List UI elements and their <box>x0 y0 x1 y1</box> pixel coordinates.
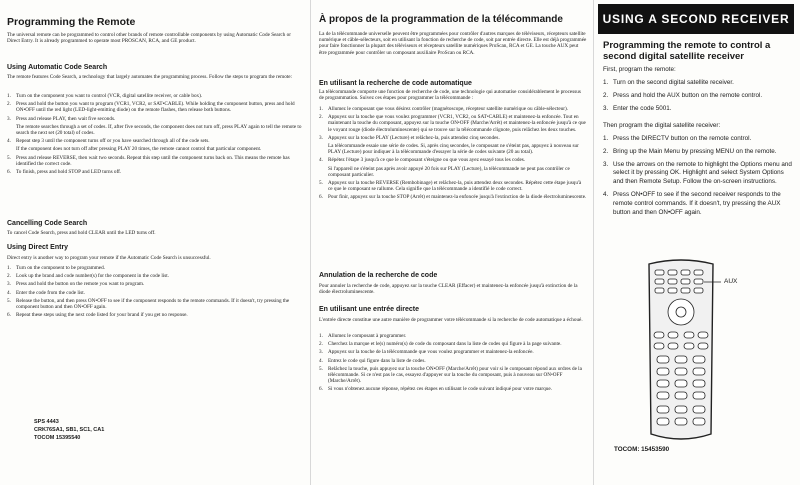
step-text: Enter the code 5001. <box>613 104 672 112</box>
step-item <box>7 138 303 152</box>
step-number: 1. <box>319 106 323 112</box>
step-number: 3. <box>319 349 323 356</box>
fr-auto-search-intro: La télécommande comporte une fonction de recherche de code, une technologie qui automatise considérablement le processus de programmation. Suivez ces étapes pour programmer la télécommande : <box>319 89 581 102</box>
step-item <box>319 157 587 178</box>
step-text: Turn on the second digital satellite receiver. <box>613 79 734 86</box>
step-number: 5. <box>7 297 11 304</box>
direct-entry-steps <box>7 265 303 320</box>
step-text: Si vous n'obtenez aucune réponse, répétez ces étapes en utilisant le code suivant indiqué pour votre marque. <box>328 386 552 393</box>
fr-auto-search-steps <box>319 106 587 203</box>
fr-cancel-text: Pour annuler la recherche de code, appuyez sur la touche CLEAR (Effacer) et maintenez-la enfoncée jusqu'à extinction de la diode électroluminescente. <box>319 283 578 296</box>
step-text: Press the DIRECTV button on the remote control. <box>613 135 752 142</box>
receiver-program-steps <box>603 135 795 221</box>
step-item <box>319 386 587 392</box>
step-item <box>319 135 587 156</box>
step-item <box>603 92 795 101</box>
english-title: Programming the Remote <box>7 16 136 28</box>
step-number: 2. <box>7 101 11 108</box>
step-number: 1. <box>603 135 609 142</box>
step-text: Press and release REVERSE, then wait two seconds. Repeat this step until the component turns back on. This means the remote has identified the correct code. <box>16 154 290 167</box>
step-item <box>7 281 303 287</box>
step-text: Press and hold the button you want to program (VCR1, VCR2, or SAT•CABLE). While holding the component button, press and hold ON•OFF until the red light (LED-light-emitting diode) on the remote flashes, then release both buttons. <box>16 101 295 114</box>
footer-line: CRK76SA1, SB1, SC1, CA1 <box>34 427 105 433</box>
auto-search-heading: Using Automatic Code Search <box>7 64 108 71</box>
step-text: Appuyez sur la touche de la télécommande que vous voulez programmer et maintenez-la enfoncée. <box>328 349 534 356</box>
step-number: 4. <box>319 357 323 364</box>
step-item <box>7 273 303 279</box>
step-number: 6. <box>319 194 323 201</box>
step-number: 1. <box>603 79 609 86</box>
fr-direct-entry-heading: En utilisant une entrée directe <box>319 306 419 313</box>
step-item <box>319 106 587 112</box>
step-item <box>603 79 795 88</box>
step-item <box>603 148 795 157</box>
step-number: 6. <box>7 169 11 176</box>
step-number: 6. <box>7 312 11 319</box>
step-text: Allumez le composant à programmer. <box>328 333 407 339</box>
second-receiver-title: Programming the remote to control a second digital satellite receiver <box>603 40 771 62</box>
auto-search-intro: The remote features Code Search, a technology that largely automates the programming process. Follow the steps to program the remote: <box>7 74 292 80</box>
step-text: Cherchez la marque et le(s) numéro(s) de code du composant dans la liste de codes qui figure à la page suivante. <box>328 341 562 348</box>
step-text: Bring up the Main Menu by pressing MENU on the remote. <box>613 147 777 155</box>
step-item <box>7 116 303 137</box>
step-number: 3. <box>603 160 609 168</box>
step-item <box>603 135 795 144</box>
step-item <box>7 169 303 175</box>
step-text: To finish, press and hold STOP and LED turns off. <box>16 169 122 176</box>
step-number: 2. <box>603 91 609 99</box>
footer-line: TOCOM 15395540 <box>34 435 81 441</box>
step-text: Look up the brand and code number(s) for the component in the code list. <box>16 273 169 280</box>
fr-direct-entry-intro: L'entrée directe constitue une autre manière de programmer votre télécommande si la recherche de code automatique a échoué. <box>319 317 583 323</box>
step-number: 1. <box>319 333 323 339</box>
step-text: Use the arrows on the remote to highlight the Options menu and select it by pressing OK. Highlight and select System Options and then Remote Setup. Follow the on-screen instructions. <box>613 160 792 186</box>
step-number: 2. <box>319 341 323 348</box>
step-number: 3. <box>7 115 11 122</box>
step-text: Press and hold the button on the remote you want to program. <box>16 281 145 288</box>
english-column <box>0 0 310 485</box>
direct-entry-intro: Direct entry is another way to program your remote if the Automatic Code Search is unsuccessful. <box>7 255 211 261</box>
step-item <box>603 105 795 114</box>
tocom-number: TOCOM: 15453590 <box>614 446 670 453</box>
step-number: 1. <box>7 93 11 99</box>
step-text: Repeat these steps using the next code listed for your brand if you get no response. <box>16 312 188 319</box>
fr-direct-entry-steps <box>319 333 587 395</box>
second-lead: Then program the digital satellite receiver: <box>603 122 721 129</box>
remote-program-steps <box>603 79 795 117</box>
step-text: Allumez le composant que vous désirez contrôler (magnétoscope, récepteur satellite numérique ou câble-sélecteur). <box>328 106 568 112</box>
step-number: 5. <box>319 180 323 187</box>
second-receiver-column <box>593 0 800 485</box>
french-intro: La de la télécommande universelle peuvent être programmées pour contrôler d'autres marques de téléviseurs, récepteurs satellite numérique et câble-sélecteurs, soit en utilisant la fonction de recherche de code, soit par entrée directe. Elle est déjà programmée pour faire fonctionner la plupart des téléviseurs et récepteurs satellite numériques ProScan, RCA et GE. La touche AUX peut être programmée pour contrôler un composant auxiliaire ProScan ou RCA. <box>319 31 587 56</box>
step-text: Turn on the component you want to control (VCR, digital satellite receiver, or cable box). <box>16 93 203 99</box>
step-item <box>319 341 587 347</box>
step-number: 1. <box>7 265 11 271</box>
english-intro: The universal remote can be programmed to control other brands of remote controllable components by using Automatic Code Search or Direct Entry. It is already programmed to operate most PROSCAN, RCA, and GE product. <box>7 32 291 45</box>
step-item <box>7 312 303 318</box>
remote-control-illustration <box>641 258 721 444</box>
step-number: 5. <box>319 365 323 372</box>
step-item <box>319 180 587 192</box>
step-text: Relâchez la touche, puis appuyez sur la touche ON•OFF (Marche/Arrêt) pour voir si le composant répond aux ordres de la télécommande. Si ce n'est pas le cas, essayez d'appuyer sur la touche du composant, puis à nouveau sur ON•OFF (Marche/Arrêt). <box>328 365 582 385</box>
step-text: Turn on the component to be programmed. <box>16 265 105 271</box>
step-item <box>7 265 303 271</box>
step-text: Press ON•OFF to see if the second receiver responds to the remote control commands. If it doesn't, try pressing the AUX button and then ON•OFF again. <box>613 190 781 216</box>
step-text: Press and hold the AUX button on the remote control. <box>613 91 763 99</box>
fr-auto-search-heading: En utilisant la recherche de code automatique <box>319 80 472 87</box>
fr-cancel-heading: Annulation de la recherche de code <box>319 272 438 279</box>
step-note: La télécommande essaie une série de codes. Si, après cinq secondes, le composant ne s'éteint pas, appuyez à nouveau sur PLAY (Lecture) pour indiquer à la télécommande d'essayer la série de codes suivante (20 au total). <box>328 143 579 156</box>
step-text: Appuyez sur la touche que vous voulez programmer (VCR1, VCR2, ou SAT•CABLE) et maintenez-la enfoncée. Tout en maintenant la touche du composant, appuyez sur la touche ON•OFF (Marche/Arrêt) et maintenez-la enfoncée jusqu'à ce que le voyant rouge (diode électroluminescente) qui se trouve sur la télécommande clignote, puis relâchez les deux touches. <box>328 114 586 133</box>
step-number: 5. <box>7 154 11 161</box>
step-number: 3. <box>603 104 609 112</box>
step-item <box>319 114 587 133</box>
first-lead: First, program the remote: <box>603 66 676 73</box>
step-number: 3. <box>319 134 323 141</box>
model-footer <box>34 418 104 442</box>
step-item <box>603 161 795 187</box>
step-number: 6. <box>319 386 323 393</box>
step-number: 2. <box>603 147 609 155</box>
direct-entry-heading: Using Direct Entry <box>7 244 69 251</box>
step-text: Repeat step 3 until the component turns off or you have searched through all of the code sets. <box>16 138 210 145</box>
step-item <box>319 333 587 339</box>
step-number: 4. <box>603 190 609 198</box>
french-title: À propos de la programmation de la télécommande <box>319 14 563 25</box>
step-note: If the component does not turn off after pressing PLAY 20 times, the remote cannot control that particular component. <box>16 146 262 153</box>
cancel-search-text: To cancel Code Search, press and hold CLEAR until the LED turns off. <box>7 230 156 236</box>
cancel-search-heading: Cancelling Code Search <box>7 220 88 227</box>
step-item <box>319 349 587 355</box>
auto-search-steps <box>7 93 303 177</box>
step-text: Enter the code from the code list. <box>16 289 85 296</box>
section-banner: USING A SECOND RECEIVER <box>598 4 794 34</box>
step-item <box>7 298 303 310</box>
step-text: Entrez le code qui figure dans la liste de codes. <box>328 357 426 364</box>
step-number: 4. <box>7 289 11 296</box>
step-text: Appuyez sur la touche REVERSE (Rembobinage) et relâchez-la, puis attendez deux secondes. Répétez cette étape jusqu'à ce que le composant se rallume. Cela signifie que la télécommande a identifié le code correct. <box>328 180 582 193</box>
step-text: Press and release PLAY, then wait five seconds. <box>16 115 116 122</box>
step-item <box>319 358 587 364</box>
step-item <box>7 290 303 296</box>
step-number: 4. <box>7 138 11 145</box>
step-item <box>603 191 795 217</box>
step-item <box>319 194 587 200</box>
step-number: 3. <box>7 281 11 288</box>
step-item <box>7 155 303 167</box>
step-item <box>7 101 303 113</box>
footer-line: SPS 4443 <box>34 419 59 425</box>
step-number: 4. <box>319 157 323 164</box>
step-text: Release the button, and then press ON•OFF to see if the component responds to the remote commands. If it doesn't, try pressing the component button and then ON•OFF again. <box>16 297 290 311</box>
step-text: Pour finir, appuyez sur la touche STOP (Arrêt) et maintenez-la enfoncée jusqu'à l'extinction de la diode électroluminescente. <box>328 194 587 201</box>
step-text: Répétez l'étape 3 jusqu'à ce que le composant s'éteigne ou que vous ayez essayé tous les codes. <box>328 157 526 164</box>
aux-callout-label: AUX <box>724 278 738 285</box>
step-item <box>319 366 587 385</box>
step-item <box>7 93 303 99</box>
step-text: Appuyez sur la touche PLAY (Lecture) et relâchez-la, puis attendez cinq secondes. <box>328 134 500 141</box>
step-note: The remote searches through a set of codes. If, after five seconds, the component does not turn off, press PLAY again to tell the remote to search the next set (20 total) of codes. <box>16 123 302 137</box>
step-note: Si l'appareil ne s'éteint pas après avoir appuyé 20 fois sur PLAY (Lecture), la télécommande ne peut pas contrôler ce composant particulier. <box>328 165 570 178</box>
step-number: 2. <box>7 273 11 280</box>
step-number: 2. <box>319 114 323 121</box>
french-column <box>310 0 594 485</box>
